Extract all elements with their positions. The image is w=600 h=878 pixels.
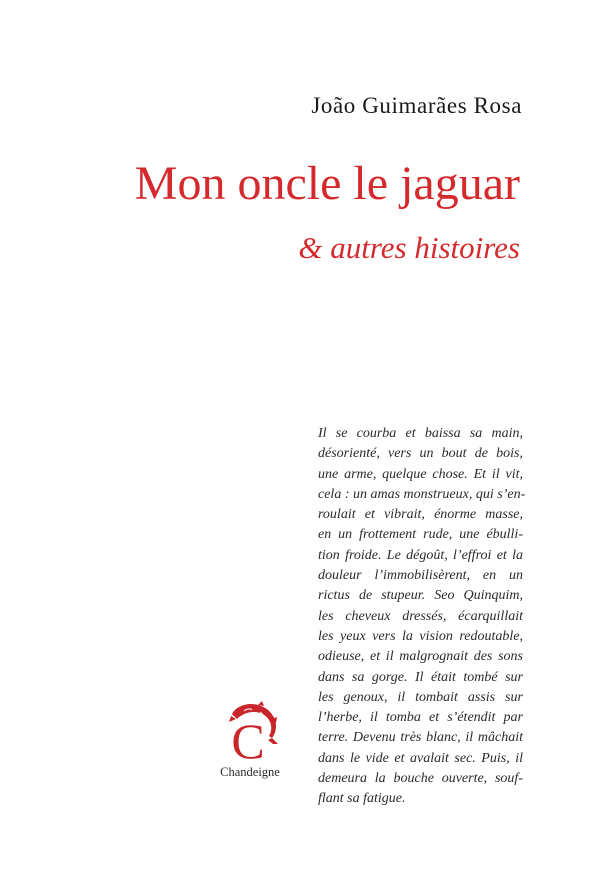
- excerpt-line: roulait et vibrait, énorme masse,: [318, 507, 523, 523]
- author-name: João Guimarães Rosa: [311, 93, 522, 118]
- excerpt-line: tion froide. Le dégoût, l’effroi et la: [318, 547, 523, 563]
- excerpt-line: en un frottement rude, une ébulli-: [318, 527, 523, 543]
- excerpt-line: dans le vide et avalait sec. Puis, il: [318, 750, 523, 766]
- publisher-name: Chandeigne: [220, 765, 280, 779]
- excerpt-line: demeura la bouche ouverte, souf-: [318, 771, 523, 787]
- excerpt-line: terre. Devenu très blanc, il mâchait: [318, 730, 523, 746]
- book-title: Mon oncle le jaguar: [134, 157, 520, 210]
- excerpt-line: douleur l’immobilisèrent, en un: [318, 568, 523, 584]
- excerpt-line: les genoux, il tombait assis sur: [318, 689, 523, 705]
- excerpt-line: flant sa fatigue.: [318, 791, 406, 807]
- excerpt-line: l’herbe, il tomba et s’étendit par: [318, 710, 523, 726]
- excerpt-line: une arme, quelque chose. Et il vit,: [318, 466, 523, 482]
- excerpt-line: les cheveux dressés, écarquillait: [318, 608, 523, 624]
- excerpt-line: les yeux vers la vision redoutable,: [318, 628, 523, 644]
- excerpt-line: Il se courba et baissa sa main,: [318, 426, 523, 441]
- excerpt-line: désorienté, vers un bout de bois,: [318, 446, 523, 462]
- book-subtitle: & autres histoires: [298, 230, 520, 265]
- excerpt-line: dans sa gorge. Il était tombé sur: [318, 669, 523, 685]
- back-excerpt: [318, 424, 526, 810]
- excerpt-line: cela : un amas monstrueux, qui s’en-: [318, 486, 526, 502]
- excerpt-line: odieuse, et il malgrognait des sons: [318, 649, 523, 665]
- publisher-logo-icon: [222, 700, 280, 762]
- logo-letter: C: [231, 713, 265, 762]
- excerpt-line: rictus de stupeur. Seo Quinquim,: [318, 588, 523, 604]
